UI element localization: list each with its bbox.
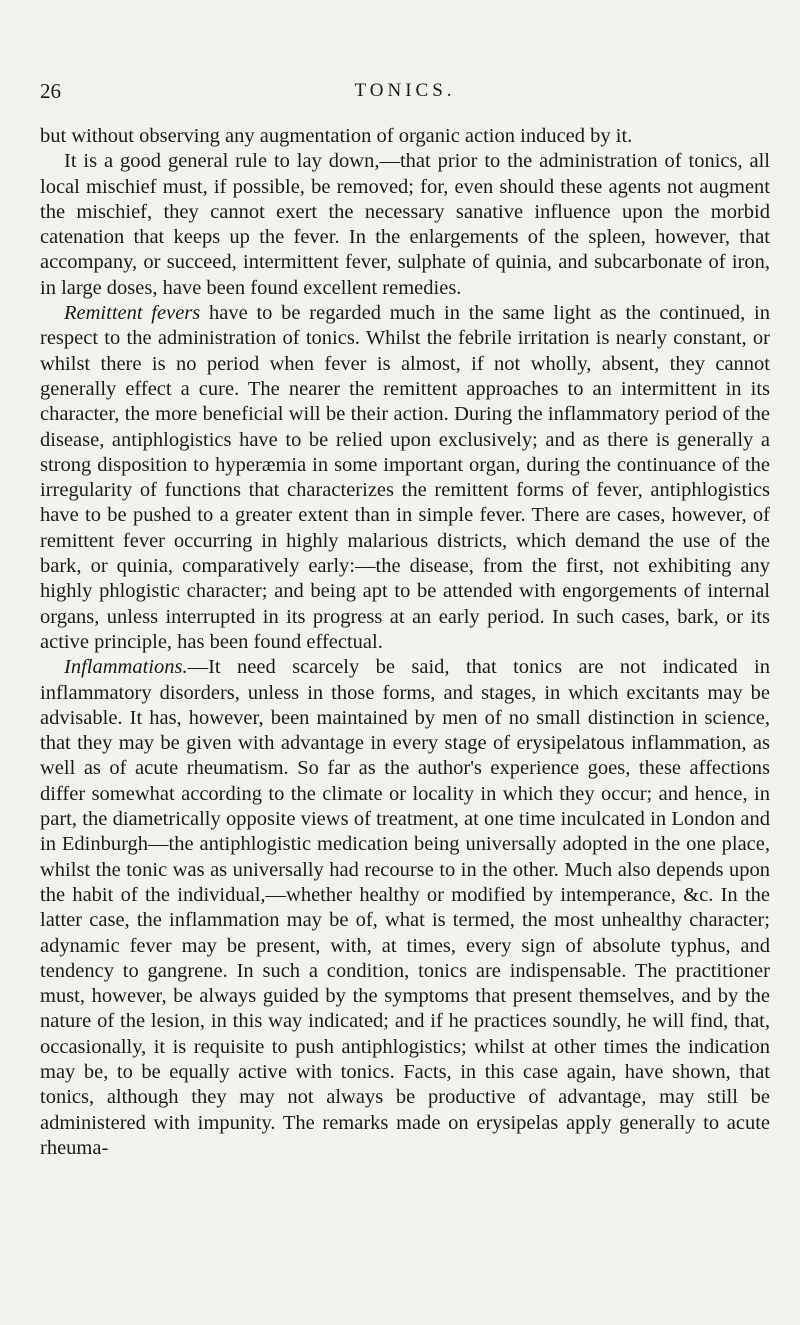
- paragraph-text: —It need scarcely be said, that tonics are not indicated in inflammatory disorders, unless in those forms, and stages, in which excitants may be advisable. It has, however, been maintained by men of no small distinction in science, that they may be given with advantage in every stage of erysipelatous inflammation, as well as of acute rheumatism. So far as the author's experience goes, these affections differ somewhat according to the climate or locality in which they occur; and hence, in part, the diametrically opposite views of treatment, at one time inculcated in London and in Edinburgh—the antiphlogistic medication being universally adopted in the one place, whilst the tonic was as universally had recourse to in the other. Much also depends upon the habit of the individual,—whether healthy or modified by intemperance, &c. In the latter case, the inflammation may be of, what is termed, the most unhealthy character; adynamic fever may be present, with, at times, every sign of absolute typhus, and tendency to gangrene. In such a condition, tonics are indispensable. The practitioner must, however, be always guided by the symptoms that present themselves, and by the nature of the lesion, in this way indicated; and if he practices soundly, he will find, that, occasionally, it is requisite to push antiphlogistics; whilst at other times the indication may be, to be equally active with tonics. Facts, in this case again, have shown, that tonics, although they may not always be productive of advantage, may still be administered with impunity. The remarks made on erysipelas apply generally to acute rheuma-: [40, 656, 770, 1159]
- running-head: [40, 76, 770, 106]
- running-title: TONICS.: [354, 80, 456, 101]
- paragraph-continuation: [40, 124, 770, 149]
- paragraph-text: but without observing any augmentation of organic action induced by it.: [40, 125, 633, 147]
- paragraph-inflammations: [40, 655, 770, 1161]
- paragraph-general-rule: [40, 149, 770, 301]
- paragraph-remittent-fevers: [40, 301, 770, 655]
- body-text: [40, 124, 770, 1161]
- paragraph-text: It is a good general rule to lay down,—that prior to the administration of tonics, all local mischief must, if possible, be removed; for, even should these agents not augment the mischief, they cannot exert the necessary sanative influence upon the morbid catenation that keeps up the fever. In the enlargements of the spleen, however, that accompany, or succeed, intermittent fever, sulphate of quinia, and subcarbonate of iron, in large doses, have been found excellent remedies.: [40, 150, 770, 299]
- run-in-heading: Remittent fevers: [64, 302, 201, 325]
- run-in-heading: Inflammations.: [64, 656, 188, 679]
- paragraph-text: have to be regarded much in the same light as the continued, in respect to the administration of tonics. Whilst the febrile irritation is nearly constant, or whilst there is no period when fever is almost, if not wholly, absent, they cannot generally effect a cure. The nearer the remittent approaches to an intermittent in its character, the more beneficial will be their action. During the inflammatory period of the disease, antiphlogistics have to be relied upon exclusively; and as there is generally a strong disposition to hyperæmia in some important organ, during the continuance of the irregularity of functions that characterizes the remittent forms of fever, antiphlogistics have to be pushed to a greater extent than in simple fever. There are cases, however, of remittent fever occurring in highly malarious districts, which demand the use of the bark, or quinia, comparatively early:—the disease, from the first, not exhibiting any highly phlogistic character; and being apt to be attended with engorgements of internal organs, unless interrupted in its progress at an early period. In such cases, bark, or its active principle, has been found effectual.: [40, 302, 770, 653]
- page-number: 26: [40, 79, 61, 103]
